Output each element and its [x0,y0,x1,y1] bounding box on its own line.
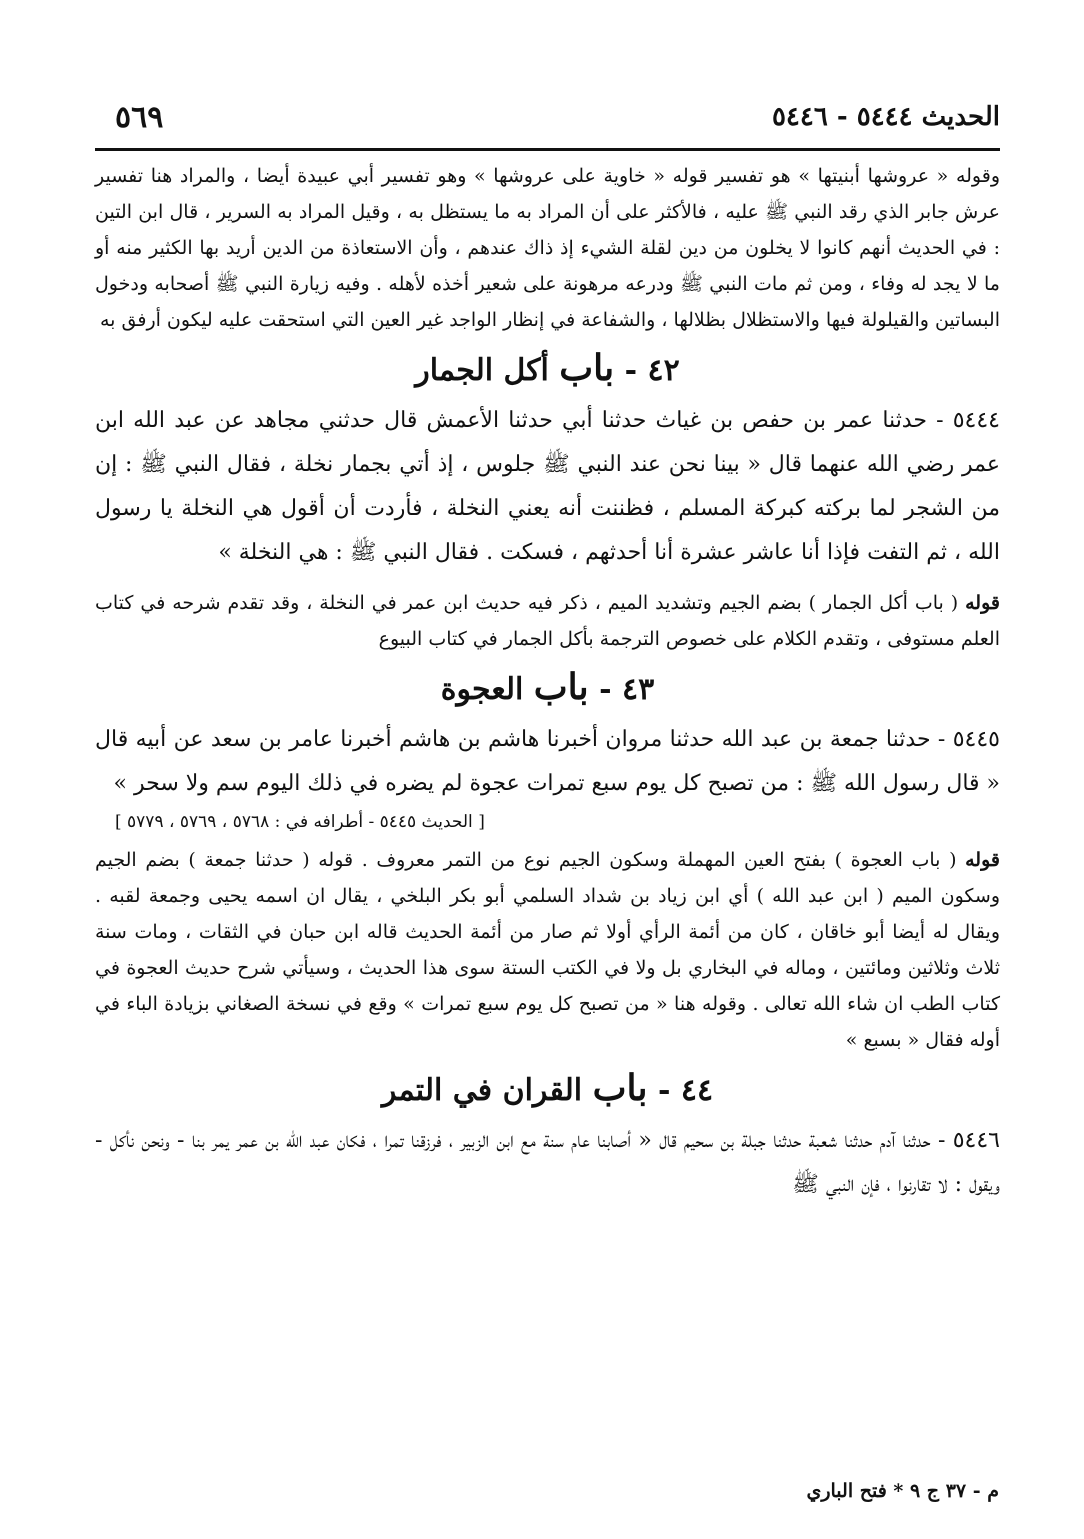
commentary-text: ( باب العجوة ) بفتح العين المهملة وسكون الجيم نوع من التمر معروف . قوله ( حدثنا جمعة ) بضم الجيم وسكون الميم ( ابن عبد الله ) أي ابن زياد بن شداد السلمي أبو بكر البلخي ، يقال ان اسمه يحيى وجمعة لقبه . ويقال له أيضا أبو خاقان ، كان من أئمة الرأي أولا ثم صار من أئمة الحديث قاله ابن حبان في الثقات ، ومات سنة ثلاث وثلاثين ومائتين ، وماله في البخاري بل ولا في الكتب الستة سوى هذا الحديث ، وسيأتي شرح حديث العجوة في كتاب الطب ان شاء الله تعالى . وقوله هنا « من تصبح كل يوم سبع تمرات » وقع في نسخة الصغاني بزيادة الباء في أوله فقال « بسبع » [95,849,1000,1051]
page-header [95,100,1000,144]
chapter-number: ٤٣ - [599,672,655,707]
commentary-text: ( باب أكل الجمار ) بضم الجيم وتشديد الميم ، ذكر فيه حديث ابن عمر في النخلة ، وقد تقدم شرحه في كتاب العلم مستوفى ، وتقدم الكلام على خصوص الترجمة بأكل الجمار في كتاب البيوع [95,592,1000,650]
hadith-cross-reference: [ الحديث ٥٤٤٥ - أطرافه في : ٥٧٦٨ ، ٥٧٦٩ ، ٥٧٧٩ ] [115,812,485,832]
chapter-heading-43 [95,667,1000,710]
running-title: الحديث ٥٤٤٤ - ٥٤٤٦ [771,102,1000,132]
commentary-43 [95,842,1000,1058]
chapter-number: ٤٤ - [657,1073,714,1108]
header-rule [95,148,1000,151]
page-footer: م - ٣٧ ج ٩ * فتح الباري [806,1480,999,1502]
chapter-heading-44 [95,1068,1000,1111]
chapter-bab: باب [592,1067,648,1109]
chapter-number: ٤٢ - [624,353,680,388]
chapter-title: أكل الجمار [415,353,549,388]
hadith-5445: ٥٤٤٥ - حدثنا جمعة بن عبد الله حدثنا مروان أخبرنا هاشم بن هاشم أخبرنا عامر بن سعد عن أبيه قال « قال رسول الله ﷺ : من تصبح كل يوم سبع تمرات عجوة لم يضره في ذلك اليوم سم ولا سحر » [95,727,1000,796]
commentary-lead: قوله [965,849,1000,871]
chapter-bab: باب [533,666,589,708]
commentary-top: وقوله « عروشها أبنيتها » هو تفسير قوله « خاوية على عروشها » وهو تفسير أبي عبيدة أيضا ، والمراد هنا تفسير عرش جابر الذي رقد النبي ﷺ عليه ، فالأكثر على أن المراد به ما يستظل به ، وقيل المراد به السرير ، قال ابن التين : في الحديث أنهم كانوا لا يخلون من دين لقلة الشيء إذ ذاك عندهم ، وأن الاستعاذة من الدين أريد بها الكثير منه أو ما لا يجد له وفاء ، ومن ثم مات النبي ﷺ ودرعه مرهونة على شعير أخذه لأهله . وفيه زيارة النبي ﷺ أصحابه ودخول البساتين والقيلولة فيها والاستظلال بظلالها ، والشفاعة في إنظار الواجد غير العين التي استحقت عليه ليكون أرفق به [95,165,1000,331]
chapter-heading-42 [95,348,1000,391]
chapter-title: القران في التمر [381,1073,583,1108]
page-number: ٥٦٩ [115,100,164,135]
hadith-5446: ٥٤٤٦ - حدثنا آدم حدثنا شعبة حدثنا جبلة بن سحيم قال « أصابنا عام سنة مع ابن الزبير ، فرزقنا تمرا ، فكان عبد الله بن عمر يمر بنا - ونحن نأكل - ويقول : لا تقارنوا ، فإن النبي ﷺ [95,1128,1000,1197]
hadith-5444: ٥٤٤٤ - حدثنا عمر بن حفص بن غياث حدثنا أبي حدثنا الأعمش قال حدثني مجاهد عن عبد الله ابن عمر رضي الله عنهما قال « بينا نحن عند النبي ﷺ جلوس ، إذ أتي بجمار نخلة ، فقال النبي ﷺ : إن من الشجر لما بركته كبركة المسلم ، فظننت أنه يعني النخلة ، فأردت أن أقول هي النخلة يا رسول الله ، ثم التفت فإذا أنا عاشر عشرة أنا أحدثهم ، فسكت . فقال النبي ﷺ : هي النخلة » [95,408,1000,565]
chapter-bab: باب [559,347,615,389]
commentary-42 [95,585,1000,657]
page-body [95,158,1000,1207]
commentary-lead: قوله [965,592,1000,614]
chapter-title: العجوة [440,672,524,707]
